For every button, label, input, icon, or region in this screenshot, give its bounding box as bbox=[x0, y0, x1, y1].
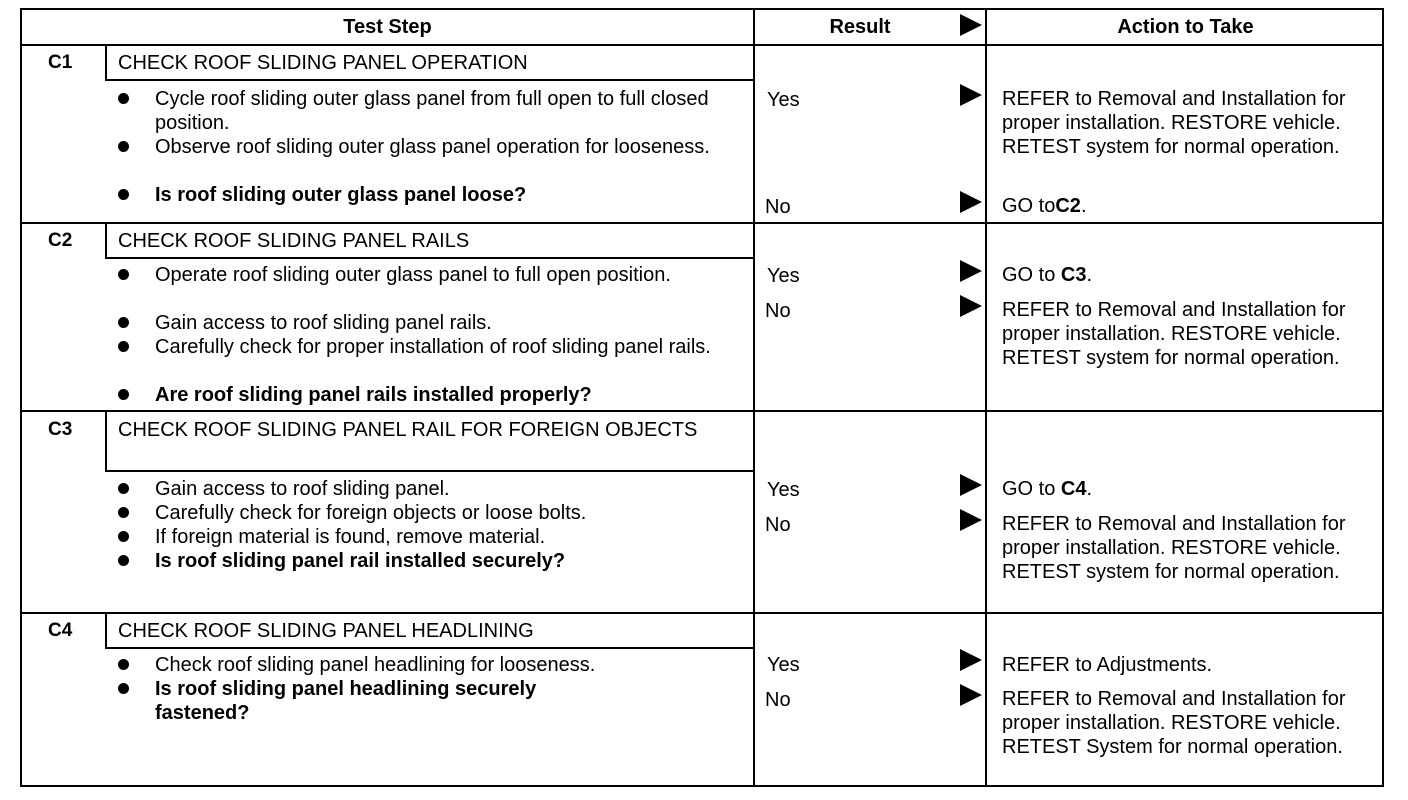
bullet-icon bbox=[118, 659, 129, 670]
result-c2-no: No bbox=[765, 300, 791, 322]
result-c4-no: No bbox=[765, 689, 791, 711]
bullet-icon bbox=[118, 531, 129, 542]
result-c2-yes: Yes bbox=[767, 265, 800, 287]
divider-action-col bbox=[985, 10, 987, 785]
step-c2-question: Are roof sliding panel rails installed properly? bbox=[155, 384, 592, 406]
bullet-icon bbox=[118, 93, 129, 104]
result-c1-yes: Yes bbox=[767, 89, 800, 111]
action-c2-yes: GO to C3. bbox=[1002, 264, 1093, 286]
c1-bottom-line bbox=[22, 222, 1384, 224]
bullet-icon bbox=[118, 507, 129, 518]
divider-id-c4 bbox=[105, 614, 107, 649]
header-result: Result bbox=[829, 16, 891, 38]
step-title-c3: CHECK ROOF SLIDING PANEL RAIL FOR FOREIGN OBJECTS bbox=[118, 419, 698, 441]
step-title-c4: CHECK ROOF SLIDING PANEL HEADLINING bbox=[118, 620, 534, 642]
step-c3-bullet-2: Carefully check for foreign objects or loose bolts. bbox=[155, 502, 587, 524]
action-c2-no: REFER to Removal and Installation for proper installation. RESTORE vehicle. RETEST system for normal operation. bbox=[1002, 299, 1346, 369]
arrow-icon bbox=[960, 649, 982, 671]
action-c3-no: REFER to Removal and Installation for proper installation. RESTORE vehicle. RETEST system for normal operation. bbox=[1002, 513, 1346, 583]
c1-title-line bbox=[105, 79, 755, 81]
bullet-icon bbox=[118, 555, 129, 566]
arrow-icon bbox=[960, 509, 982, 531]
divider-id-c3 bbox=[105, 412, 107, 472]
c3-title-line bbox=[105, 470, 755, 472]
c2-bottom-line bbox=[22, 410, 1384, 412]
arrow-icon bbox=[960, 295, 982, 317]
header-bottom-line bbox=[22, 44, 1384, 46]
action-c1-yes: REFER to Removal and Installation for proper installation. RESTORE vehicle. RETEST system for normal operation. bbox=[1002, 88, 1346, 158]
arrow-icon bbox=[960, 191, 982, 213]
step-c2-bullet-1: Operate roof sliding outer glass panel to full open position. bbox=[155, 264, 671, 286]
bullet-icon bbox=[118, 269, 129, 280]
step-id-c2: C2 bbox=[48, 230, 73, 251]
bullet-icon bbox=[118, 341, 129, 352]
action-c4-no: REFER to Removal and Installation for proper installation. RESTORE vehicle. RETEST System for normal operation. bbox=[1002, 688, 1346, 758]
bullet-icon bbox=[118, 683, 129, 694]
step-c2-bullet-3: Carefully check for proper installation of roof sliding panel rails. bbox=[155, 336, 711, 358]
arrow-icon bbox=[960, 684, 982, 706]
bullet-icon bbox=[118, 141, 129, 152]
bullet-icon bbox=[118, 389, 129, 400]
result-c3-no: No bbox=[765, 514, 791, 536]
step-c2-bullet-2: Gain access to roof sliding panel rails. bbox=[155, 312, 492, 334]
c2-title-line bbox=[105, 257, 755, 259]
result-c3-yes: Yes bbox=[767, 479, 800, 501]
step-c4-bullet-1: Check roof sliding panel headlining for looseness. bbox=[155, 654, 596, 676]
c3-bottom-line bbox=[22, 612, 1384, 614]
step-c4-question: Is roof sliding panel headlining securely fastened? bbox=[155, 678, 537, 724]
step-title-c2: CHECK ROOF SLIDING PANEL RAILS bbox=[118, 230, 470, 252]
step-c1-bullet-1: Cycle roof sliding outer glass panel from full open to full closed position. bbox=[155, 88, 709, 134]
divider-id-c2 bbox=[105, 224, 107, 259]
step-c1-question: Is roof sliding outer glass panel loose? bbox=[155, 184, 527, 206]
arrow-icon bbox=[960, 84, 982, 106]
c4-title-line bbox=[105, 647, 755, 649]
bullet-icon bbox=[118, 483, 129, 494]
result-c1-no: No bbox=[765, 196, 791, 218]
header-test-step: Test Step bbox=[343, 16, 432, 38]
action-c1-no: GO toC2. bbox=[1002, 195, 1087, 217]
diagnostic-table bbox=[20, 8, 1384, 787]
result-c4-yes: Yes bbox=[767, 654, 800, 676]
step-id-c4: C4 bbox=[48, 620, 73, 641]
header-action: Action to Take bbox=[1117, 16, 1254, 38]
step-title-c1: CHECK ROOF SLIDING PANEL OPERATION bbox=[118, 52, 528, 74]
divider-result-col bbox=[753, 10, 755, 785]
bullet-icon bbox=[118, 189, 129, 200]
step-c3-question: Is roof sliding panel rail installed securely? bbox=[155, 550, 566, 572]
action-c4-yes: REFER to Adjustments. bbox=[1002, 654, 1213, 676]
action-c3-yes: GO to C4. bbox=[1002, 478, 1093, 500]
step-c1-bullet-2: Observe roof sliding outer glass panel operation for looseness. bbox=[155, 136, 710, 158]
header-arrow-icon bbox=[960, 14, 982, 36]
step-id-c1: C1 bbox=[48, 52, 73, 73]
step-c3-bullet-1: Gain access to roof sliding panel. bbox=[155, 478, 450, 500]
step-id-c3: C3 bbox=[48, 419, 73, 440]
divider-id-c1 bbox=[105, 44, 107, 81]
step-c3-bullet-3: If foreign material is found, remove material. bbox=[155, 526, 546, 548]
arrow-icon bbox=[960, 260, 982, 282]
bullet-icon bbox=[118, 317, 129, 328]
arrow-icon bbox=[960, 474, 982, 496]
